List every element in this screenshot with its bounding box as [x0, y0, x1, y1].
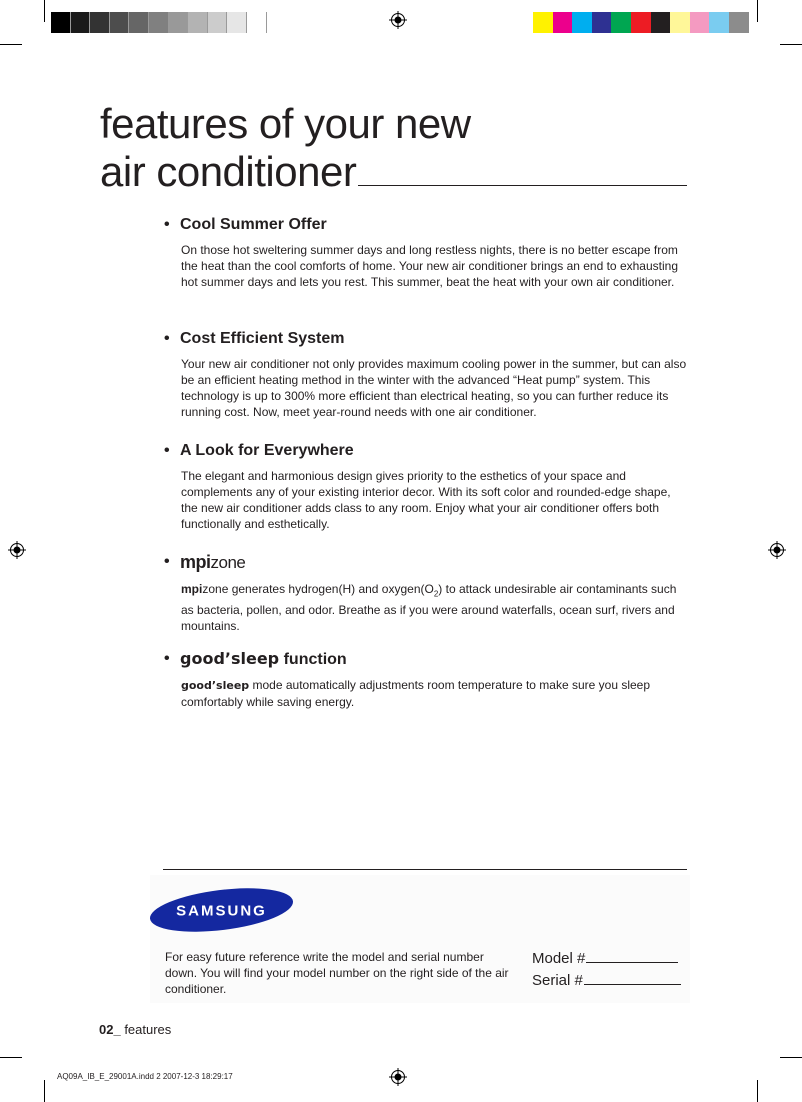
feature-good-sleep	[163, 650, 703, 710]
gray-swatch	[129, 12, 149, 33]
gray-swatch	[149, 12, 169, 33]
serial-number-field	[532, 972, 681, 989]
color-swatch	[651, 12, 671, 33]
color-swatch	[690, 12, 710, 33]
color-swatch	[592, 12, 612, 33]
feature-body: On those hot sweltering summer days and long restless nights, there is no better escape from the heat than the cool comforts of home. Your new air conditioner brings an end to exhausting hot summer days and lets you rest. This summer, beat the heat with your own air conditioner.	[181, 243, 678, 289]
footer-section: features	[120, 1022, 172, 1037]
bullet-icon: •	[164, 216, 170, 233]
svg-text:SAMSUNG: SAMSUNG	[176, 902, 267, 920]
serial-write-line	[584, 972, 681, 985]
color-swatch	[709, 12, 729, 33]
bullet-icon: •	[164, 442, 170, 459]
reference-note: For easy future reference write the model and serial number down. You will find your model number on the right side of the air conditioner.	[165, 950, 509, 996]
samsung-logo	[148, 886, 295, 934]
feature-body: The elegant and harmonious design gives priority to the esthetics of your space and complements any of your existing interior decor. With its soft color and rounded-edge shape, the new air conditioner adds class to any room. Enjoy what your air conditioner offers both functionally and esthetically.	[181, 469, 671, 531]
color-swatch	[729, 12, 749, 33]
model-write-line	[586, 950, 678, 963]
gray-swatch	[51, 12, 71, 33]
color-swatch	[553, 12, 573, 33]
registration-mark-icon	[389, 11, 407, 29]
feature-look-everywhere	[163, 442, 703, 532]
mpi-zone-logo: mpizone	[180, 552, 246, 572]
feature-heading: Cool Summer Offer	[180, 216, 327, 233]
good-sleep-logo: good’sleep	[180, 649, 280, 668]
feature-body: good’sleep mode automatically adjustments room temperature to make sure you sleep comfortably while saving energy.	[181, 678, 651, 709]
bullet-icon: •	[164, 330, 170, 347]
gray-swatch	[71, 12, 91, 33]
color-swatch	[631, 12, 651, 33]
feature-cost-efficient	[163, 330, 703, 420]
title-underline	[358, 185, 687, 186]
page-title-line-2: air conditioner	[100, 148, 357, 195]
registration-mark-icon	[389, 1068, 407, 1086]
gray-swatch	[188, 12, 208, 33]
model-label: Model #	[532, 950, 586, 967]
feature-heading: A Look for Everywhere	[180, 442, 354, 459]
good-sleep-inline-logo: good’sleep	[181, 679, 250, 692]
file-slug: AQ09A_IB_E_29001A.indd 2 2007-12-3 18:29:17	[57, 1072, 233, 1081]
page-title-line-1: features of your new	[100, 100, 471, 147]
bullet-icon: •	[164, 553, 170, 570]
feature-heading: Cost Efficient System	[180, 330, 345, 347]
page-footer	[99, 1022, 171, 1037]
gray-swatch	[90, 12, 110, 33]
registration-mark-icon	[768, 541, 786, 559]
mpi-zone-inline-logo: mpizone	[181, 582, 229, 596]
gray-swatch	[169, 12, 189, 33]
registration-mark-icon	[8, 541, 26, 559]
gray-swatch	[110, 12, 130, 33]
page-number: 02_	[99, 1022, 121, 1037]
feature-mpi-zone	[163, 553, 703, 634]
serial-label: Serial #	[532, 972, 583, 989]
color-swatch	[670, 12, 690, 33]
model-number-field	[532, 950, 678, 967]
color-swatch	[533, 12, 553, 33]
feature-body: mpizone generates hydrogen(H) and $oxygen(O_2)$ to attack undesirable air contaminants such as bacteria, pollen, and odor. Breathe as if you were around waterfalls, ocean surf, rivers and mountains.	[181, 582, 677, 634]
color-swatch	[572, 12, 592, 33]
feature-body: Your new air conditioner not only provides maximum cooling power in the summer, but can also be an efficient heating method in the winter with the advanced “Heat pump” system. This technology is up to 300% more efficient than electrical heating, so you can further reduce its running cost. Now, meet year-round needs with one air conditioner.	[181, 357, 687, 419]
color-swatch	[611, 12, 631, 33]
feature-cool-summer	[163, 216, 703, 290]
gray-swatch	[208, 12, 228, 33]
gray-swatch	[227, 12, 247, 33]
gray-swatch	[247, 12, 267, 33]
feature-heading: function	[283, 651, 347, 668]
bottom-divider	[163, 869, 687, 870]
bullet-icon: •	[164, 650, 170, 667]
